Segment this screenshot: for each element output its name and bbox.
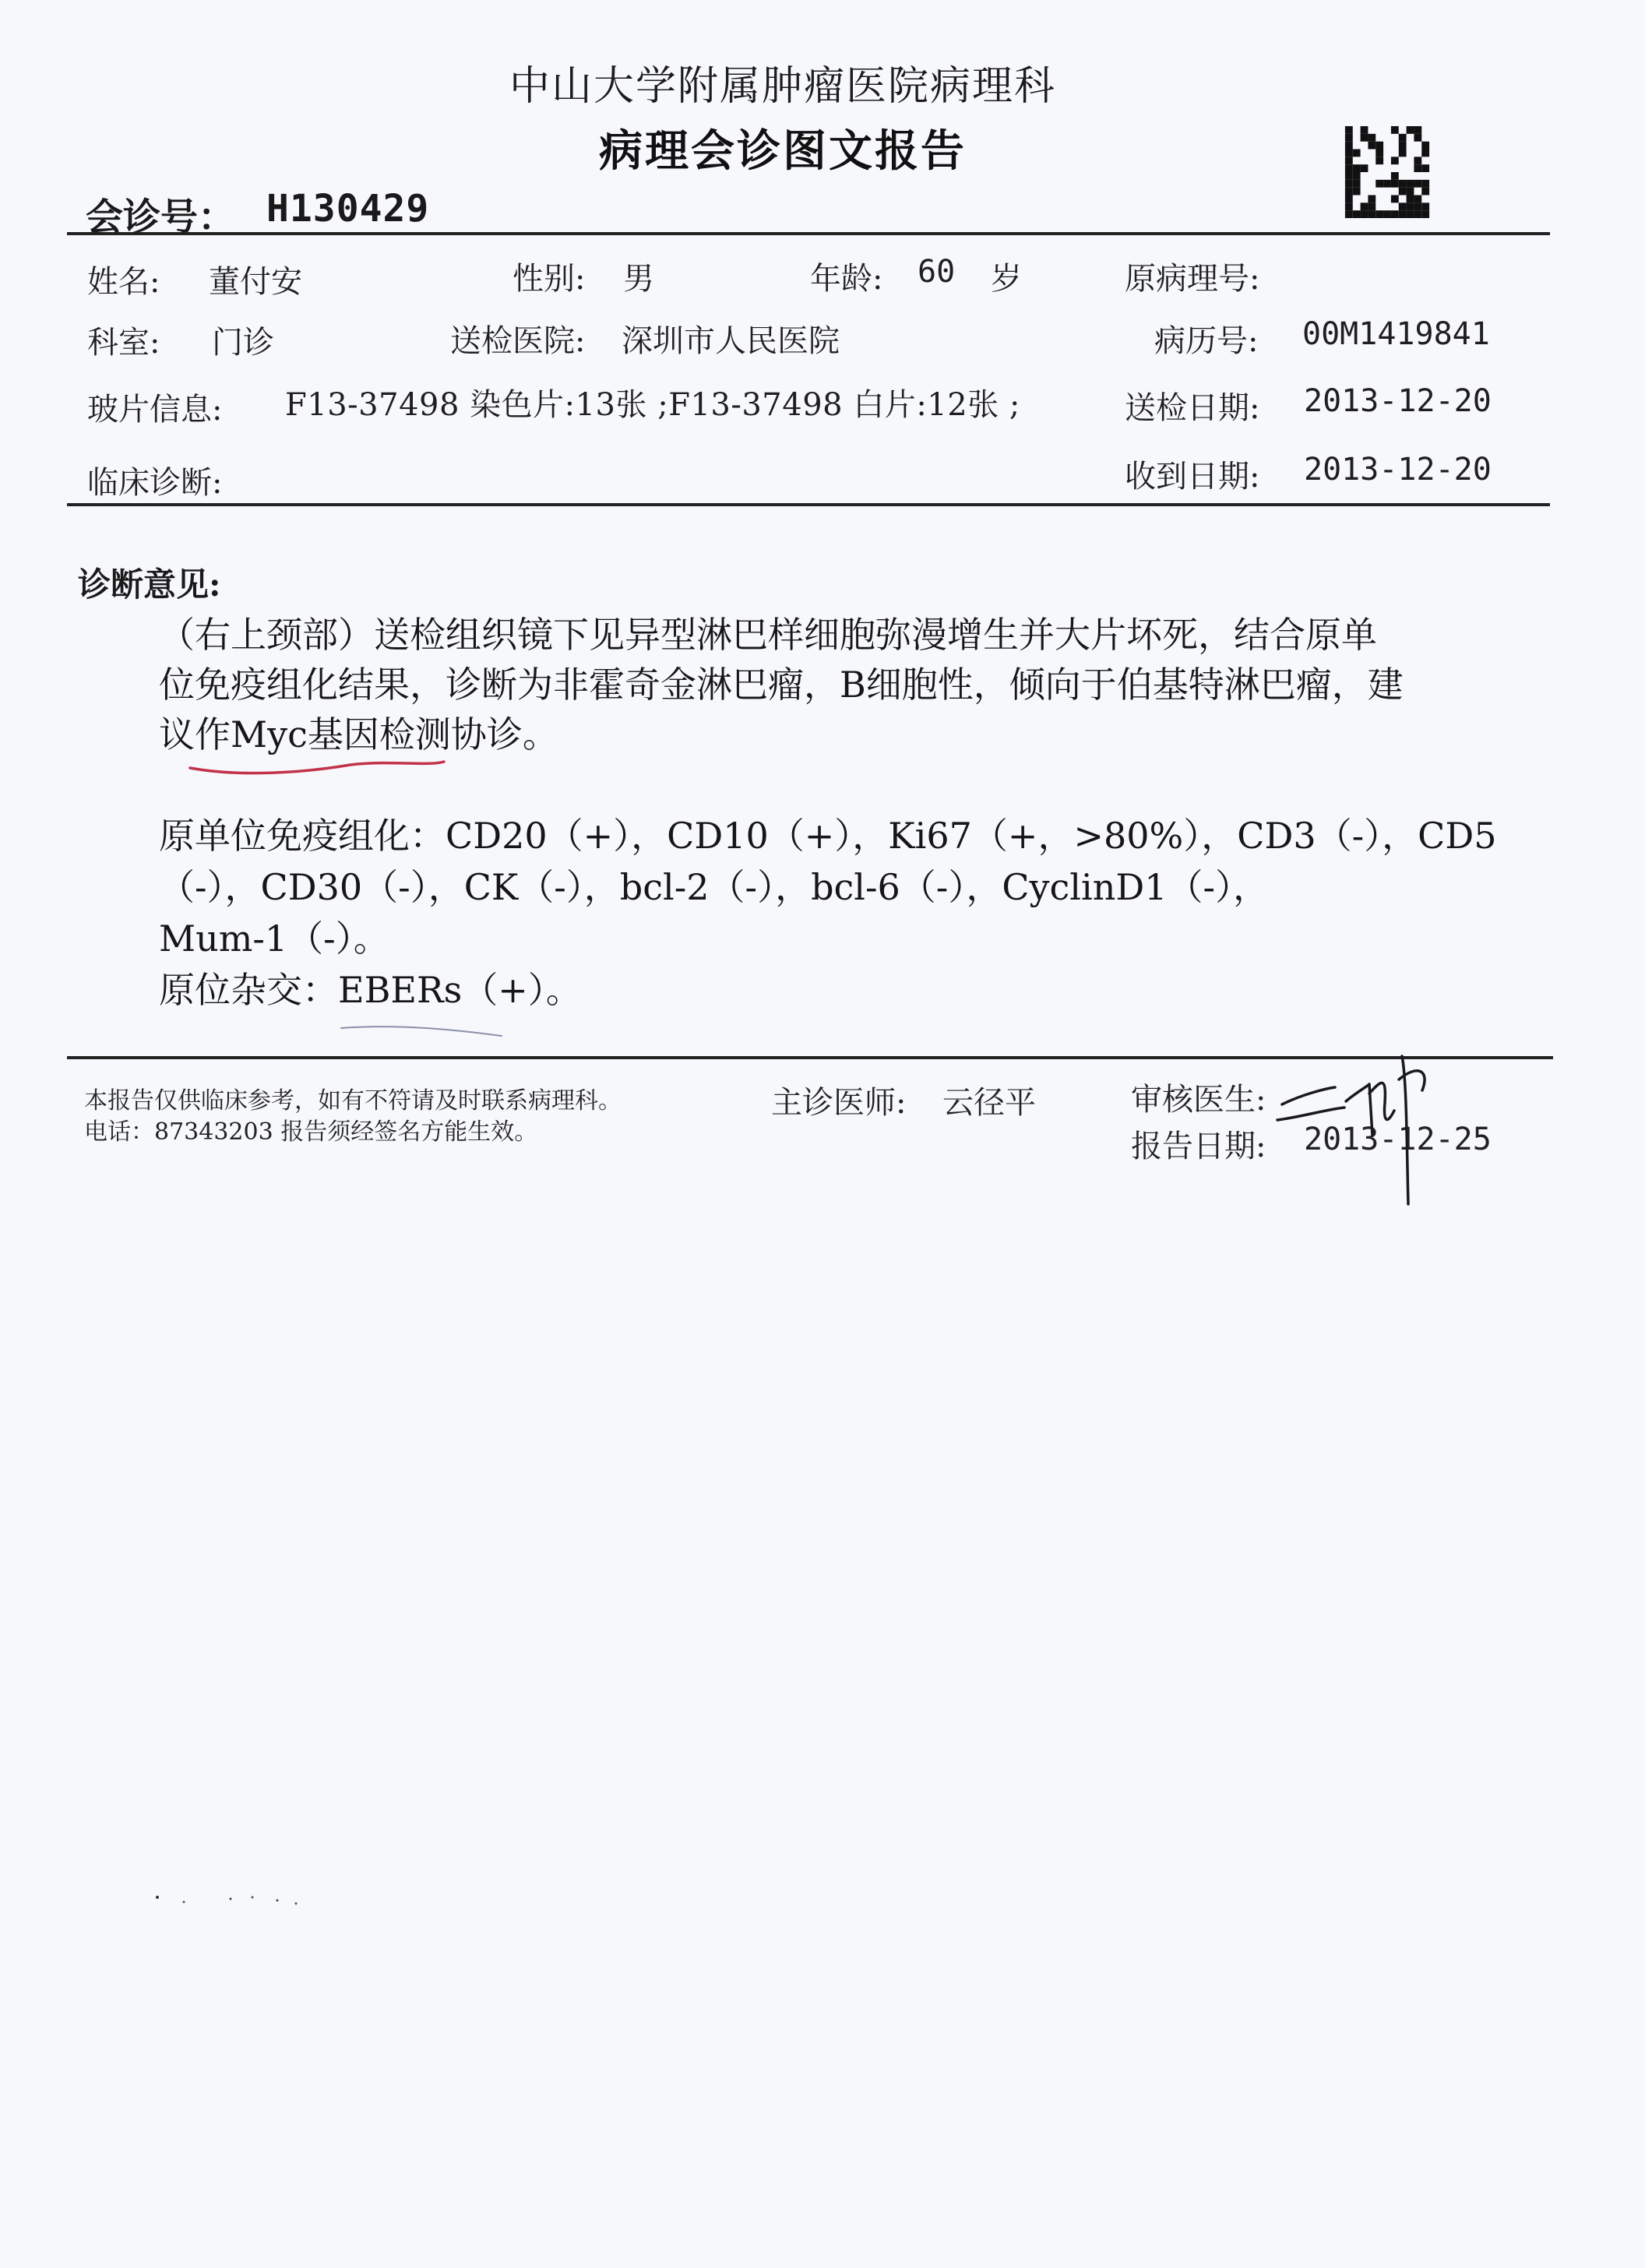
ihc-line-3: Mum-1（-）。 bbox=[159, 917, 389, 960]
chief-physician-label: 主诊医师: bbox=[771, 1085, 907, 1121]
sending-hospital-label: 送检医院: bbox=[450, 323, 586, 359]
age-unit: 岁 bbox=[991, 261, 1022, 297]
record-number: 00M1419841 bbox=[1302, 316, 1490, 352]
report-title: 病理会诊图文报告 bbox=[599, 125, 967, 177]
submit-date-label: 送检日期: bbox=[1125, 390, 1260, 426]
slide-info: F13-37498 染色片:13张 ;F13-37498 白片:12张 ; bbox=[285, 387, 1020, 423]
ish-line: 原位杂交：EBERs（+）。 bbox=[159, 969, 582, 1011]
hospital-name: 中山大学附属肿瘤医院病理科 bbox=[509, 63, 1056, 110]
ihc-line-1: 原单位免疫组化：CD20（+），CD10（+），Ki67（+，>80%），CD3（-），CD5 bbox=[159, 815, 1497, 857]
consult-number-label: 会诊号： bbox=[86, 195, 236, 239]
patient-age: 60 bbox=[918, 254, 956, 290]
patient-name: 董付安 bbox=[209, 264, 302, 300]
report-date-label: 报告日期: bbox=[1131, 1129, 1266, 1164]
slide-info-label: 玻片信息: bbox=[87, 392, 223, 428]
diagnosis-line-3: 议作Myc基因检测协诊。 bbox=[159, 713, 558, 755]
scan-specks bbox=[153, 1889, 308, 1913]
pencil-mark bbox=[338, 1019, 509, 1042]
received-date-label: 收到日期: bbox=[1125, 459, 1260, 495]
patient-sex: 男 bbox=[623, 261, 654, 297]
diagnosis-line-1: （右上颈部）送检组织镜下见异型淋巴样细胞弥漫增生并大片坏死，结合原单 bbox=[159, 614, 1377, 656]
report-date: 2013-12-25 bbox=[1304, 1122, 1492, 1157]
consult-number: H130429 bbox=[266, 187, 430, 231]
dept-label: 科室: bbox=[87, 325, 160, 361]
divider-middle bbox=[67, 503, 1550, 506]
chief-physician: 云径平 bbox=[942, 1085, 1036, 1121]
footer-note-1: 本报告仅供临床参考，如有不符请及时联系病理科。 bbox=[84, 1087, 622, 1115]
orig-pathology-label: 原病理号: bbox=[1125, 261, 1260, 297]
red-pen-underline bbox=[187, 749, 452, 776]
department: 门诊 bbox=[212, 325, 274, 361]
sex-label: 性别: bbox=[513, 261, 586, 297]
qr-code-icon bbox=[1344, 126, 1430, 218]
sending-hospital: 深圳市人民医院 bbox=[622, 323, 840, 359]
record-number-label: 病历号: bbox=[1154, 323, 1259, 359]
received-date: 2013-12-20 bbox=[1304, 452, 1492, 488]
diagnosis-heading: 诊断意见: bbox=[78, 565, 221, 604]
age-label: 年龄: bbox=[810, 261, 883, 297]
diagnosis-line-2: 位免疫组化结果，诊断为非霍奇金淋巴瘤，B细胞性，倾向于伯基特淋巴瘤，建 bbox=[159, 664, 1404, 706]
submit-date: 2013-12-20 bbox=[1304, 383, 1492, 419]
name-label: 姓名: bbox=[87, 264, 160, 300]
footer-note-2: 电话：87343203 报告须经签名方能生效。 bbox=[84, 1118, 538, 1146]
reviewer-label: 审核医生: bbox=[1131, 1082, 1266, 1118]
ihc-line-2: （-），CD30（-），CK（-），bcl-2（-），bcl-6（-），CyclinD1（-）， bbox=[159, 866, 1270, 908]
handwritten-signature bbox=[1270, 1033, 1464, 1220]
clinical-diagnosis-label: 临床诊断: bbox=[87, 465, 223, 501]
divider-top bbox=[67, 232, 1550, 235]
